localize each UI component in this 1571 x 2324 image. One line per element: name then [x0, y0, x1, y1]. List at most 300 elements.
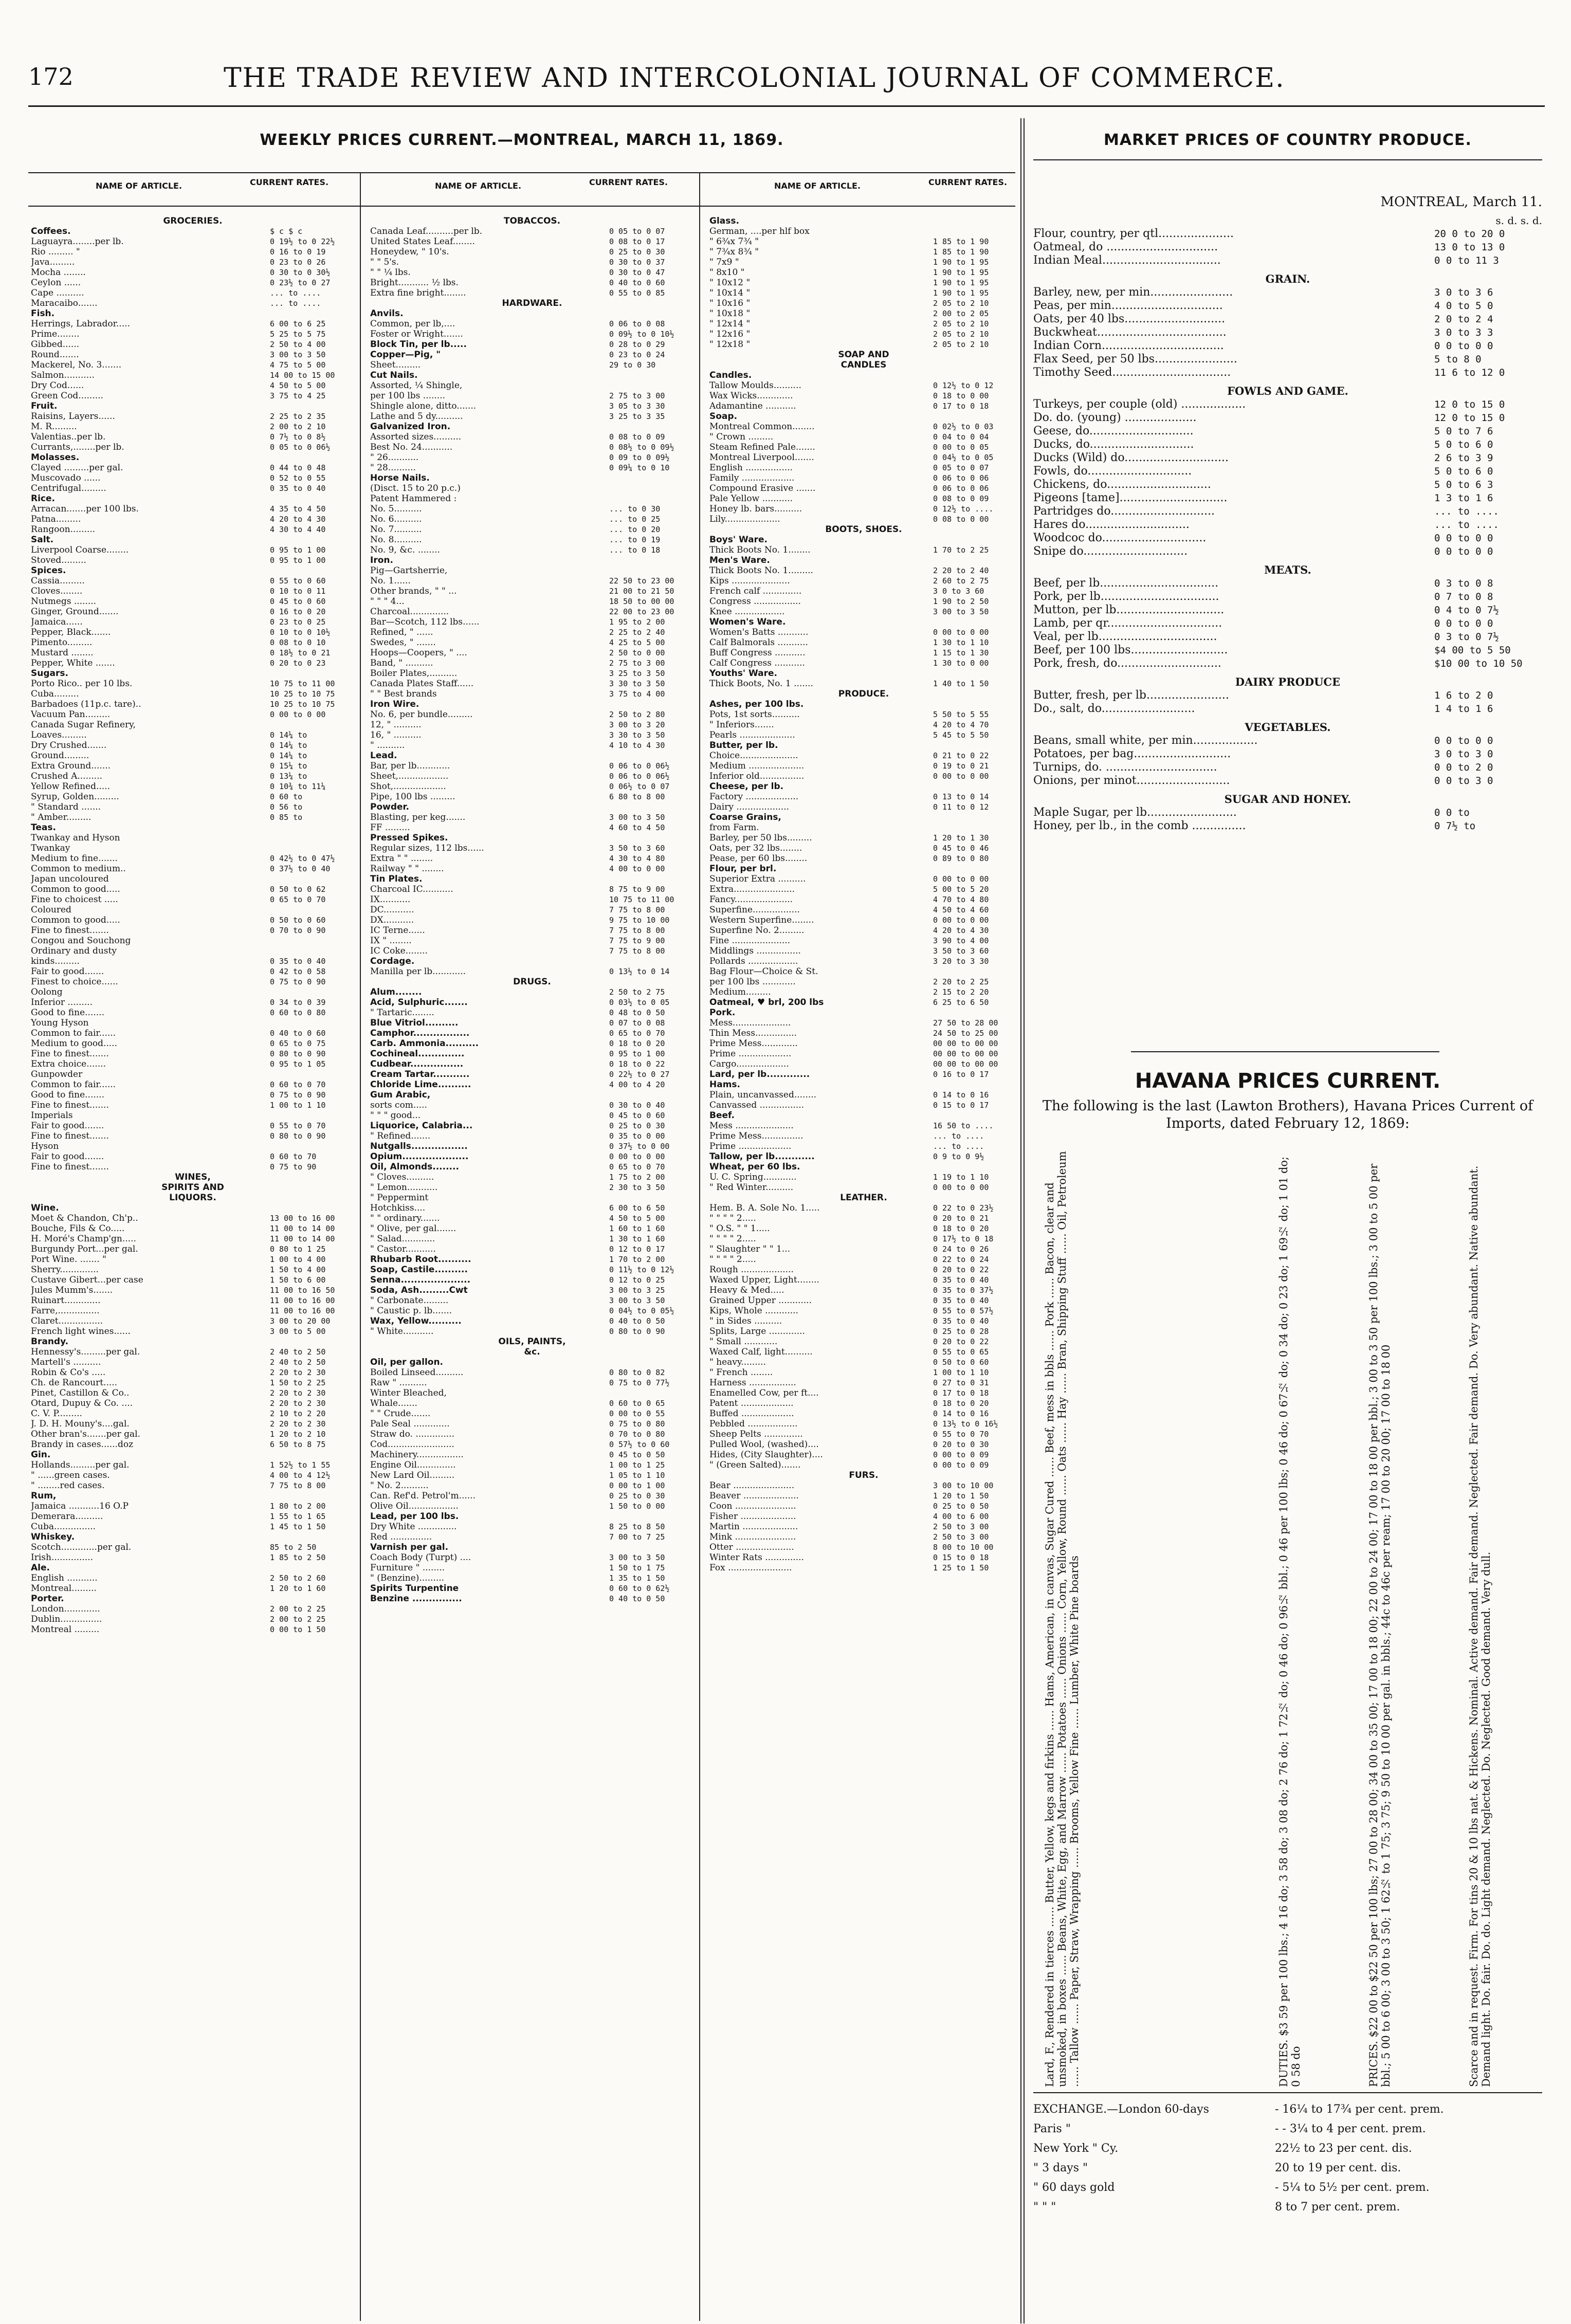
- price-row: [709, 565, 1018, 576]
- price-row: [370, 1501, 694, 1511]
- article-name: Pork, per lb.................................: [1033, 590, 1219, 603]
- price-row: [31, 1624, 355, 1635]
- article-name: Fine to finest.......: [31, 1131, 109, 1141]
- price-row: [709, 514, 1018, 524]
- article-rate: 0 16 to 0 17: [933, 1070, 989, 1079]
- article-rate: 1 05 to 1 10: [609, 1471, 665, 1480]
- article-name: Prime ...................: [709, 1141, 792, 1151]
- price-row: [370, 915, 694, 925]
- price-row: [1033, 657, 1542, 670]
- article-rate: 10 75 to 11 00: [609, 895, 674, 904]
- price-row: [709, 308, 1018, 319]
- article-rate: 0 0 to 0 0: [1434, 735, 1493, 746]
- havana-bottom-rule: [1033, 2092, 1542, 2093]
- article-group-heading: [31, 1594, 355, 1604]
- article-name: " O.S. " " 1.....: [709, 1223, 770, 1234]
- article-name: Imperials: [31, 1110, 73, 1121]
- article-name: Inferior old................: [709, 771, 805, 781]
- article-name: " 7x9 ": [709, 257, 739, 267]
- price-row: [31, 1408, 355, 1419]
- article-rate: 3 90 to 4 00: [933, 936, 989, 945]
- article-group-heading: [709, 617, 1018, 627]
- article-name: Oil, per gallon.: [370, 1357, 444, 1367]
- article-rate: 0 23 to 0 25: [270, 617, 326, 627]
- article-rate: [929, 370, 1018, 380]
- article-rate: 0 16 to 0 19: [270, 247, 326, 257]
- price-row: [1033, 518, 1542, 532]
- price-row: [709, 1244, 1018, 1254]
- price-row: [370, 771, 694, 781]
- price-row: [31, 329, 355, 339]
- price-row: [31, 1275, 355, 1285]
- article-name: Currants,........per lb.: [31, 442, 124, 452]
- article-name: Western Superfine........: [709, 915, 814, 925]
- article-name: Hares do.............................: [1033, 518, 1190, 531]
- market-category-heading: GRAIN.: [1265, 272, 1310, 285]
- article-name: Glass.: [709, 216, 739, 226]
- article-rate: 4 50 to 4 60: [933, 905, 989, 914]
- article-name: Port Wine. ....... ": [31, 1254, 106, 1265]
- article-name: Fine to finest.......: [31, 1162, 109, 1172]
- article-name: Blue Vitriol..........: [370, 1018, 459, 1028]
- price-row: [31, 1285, 355, 1295]
- article-name: Whiskey.: [31, 1532, 75, 1542]
- havana-table: [1044, 1146, 1537, 2087]
- article-rate: [266, 833, 355, 843]
- col2-divider: [699, 172, 700, 2321]
- price-row: [709, 247, 1018, 257]
- article-rate: 0 60 to 0 80: [270, 1008, 326, 1017]
- price-row: [31, 1090, 355, 1100]
- article-group-heading: [370, 1316, 694, 1326]
- price-row: [709, 925, 1018, 936]
- article-rate: 0 06½ to 0 07: [609, 782, 670, 791]
- article-rate: 0 06 to 0 06: [933, 484, 989, 493]
- price-row: [31, 1162, 355, 1172]
- article-rate: 0 08 to 0 10: [270, 638, 326, 647]
- article-rate: 2 05 to 2 10: [933, 340, 989, 349]
- price-row: [709, 1316, 1018, 1326]
- article-rate: 4 30 to 4 40: [270, 525, 326, 534]
- price-row: [370, 1439, 694, 1450]
- article-group-heading: [370, 555, 694, 565]
- article-name: Harness .................: [709, 1378, 796, 1388]
- article-rate: [605, 1090, 694, 1100]
- article-name: Montreal Common........: [709, 422, 815, 432]
- article-name: Oolong: [31, 987, 63, 997]
- article-group-heading: [370, 1049, 694, 1059]
- article-name: Coach Body (Turpt) ....: [370, 1552, 471, 1563]
- article-name: 12, " ..........: [370, 720, 422, 730]
- article-rate: 0 9 to 0 9½: [933, 1152, 984, 1161]
- market-category-rows: [1033, 398, 1542, 558]
- article-rate: 0 65 to 0 75: [270, 1039, 326, 1048]
- section-heading: [709, 350, 1018, 360]
- article-rate: 0 35 to 0 40: [270, 957, 326, 966]
- article-rate: 3 75 to 4 25: [270, 391, 326, 400]
- article-rate: 27 50 to 28 00: [933, 1018, 998, 1028]
- article-rate: 2 20 to 2 30: [270, 1368, 326, 1377]
- article-name: Stoved.........: [31, 555, 86, 565]
- article-name: Kips, Whole ............: [709, 1306, 798, 1316]
- article-rate: 0 09 to 0 09½: [609, 453, 670, 462]
- article-name: Rangoon.........: [31, 524, 96, 535]
- article-rate: 1 50 to 6 00: [270, 1275, 326, 1285]
- price-row: [31, 1347, 355, 1357]
- article-rate: 0 50 to 0 60: [270, 916, 326, 925]
- price-row: [370, 1213, 694, 1223]
- price-row: [31, 278, 355, 288]
- price-row: [31, 1079, 355, 1090]
- market-category-rows: [1033, 227, 1542, 267]
- price-row: [370, 586, 694, 596]
- article-name: Cudbear................: [370, 1059, 464, 1069]
- article-group-heading: [709, 555, 1018, 565]
- article-rate: 1 85 to 1 90: [933, 247, 989, 257]
- price-row: [1033, 478, 1542, 491]
- article-rate: 0 00 to 1 00: [609, 1481, 665, 1490]
- article-rate: 2 00 to 2 10: [270, 422, 326, 431]
- article-name: Maracaibo.......: [31, 298, 98, 308]
- price-row: [709, 1100, 1018, 1110]
- price-row: [370, 535, 694, 545]
- article-name: Soap, Castile..........: [370, 1265, 468, 1275]
- article-name: Canvassed ................: [709, 1100, 805, 1110]
- article-rate: 10 25 to 10 75: [270, 700, 335, 709]
- article-name: Oil, Almonds........: [370, 1162, 459, 1172]
- article-rate: 8 75 to 9 00: [609, 885, 665, 894]
- article-rate: 0 80 to 0 90: [609, 1327, 665, 1336]
- price-row: [370, 607, 694, 617]
- article-name: Salmon...........: [31, 370, 95, 380]
- article-name: Cassia.........: [31, 576, 85, 586]
- price-row: [370, 689, 694, 699]
- article-name: IX...........: [370, 894, 411, 905]
- article-name: Buckwheat....................................: [1033, 326, 1227, 339]
- price-row: [31, 1573, 355, 1583]
- price-row: [370, 442, 694, 452]
- article-rate: 1 40 to 1 50: [933, 679, 989, 688]
- article-rate: 6 80 to 8 00: [609, 792, 665, 801]
- price-row: [709, 1265, 1018, 1275]
- price-row: [370, 596, 694, 607]
- article-rate: 2 15 to 2 20: [933, 987, 989, 997]
- article-name: C. V. P.........: [31, 1408, 82, 1419]
- price-row: [31, 504, 355, 514]
- article-name: IC Coke........: [370, 946, 428, 956]
- article-group-heading: [370, 1542, 694, 1552]
- article-rate: ... to ....: [933, 1131, 984, 1141]
- article-group-heading: [370, 1254, 694, 1265]
- price-row: [1033, 241, 1542, 254]
- article-name: Common to fair......: [31, 1028, 116, 1038]
- article-name: Extra " " ........: [370, 853, 433, 864]
- price-row: [31, 1213, 355, 1223]
- article-rate: [266, 1491, 355, 1501]
- article-rate: 6 25 to 6 50: [933, 998, 989, 1007]
- article-group-heading: [31, 1337, 355, 1347]
- market-prices-title: MARKET PRICES OF COUNTRY PRODUCE.: [1104, 131, 1472, 149]
- price-row: [709, 987, 1018, 997]
- article-rate: 0 22 to 0 24: [933, 1255, 989, 1264]
- article-group-heading: [31, 1563, 355, 1573]
- article-name: Machinery.................: [370, 1450, 464, 1460]
- article-rate: 0 7 to 0 8: [1434, 591, 1493, 602]
- article-name: Pig—Gartsherrie,: [370, 565, 448, 576]
- article-name: Calf Congress ...........: [709, 658, 805, 668]
- article-rate: 11 00 to 16 00: [270, 1306, 335, 1315]
- page-number: 172: [28, 63, 74, 90]
- article-rate: 3 25 to 3 35: [609, 412, 665, 421]
- price-row: [31, 1583, 355, 1594]
- price-row: [370, 730, 694, 740]
- weekly-column-3: [709, 216, 1018, 1573]
- article-name: United States Leaf........: [370, 236, 475, 247]
- article-rate: 5 45 to 5 50: [933, 730, 989, 740]
- price-row: [31, 514, 355, 524]
- article-rate: 0 12 to 0 17: [609, 1245, 665, 1254]
- article-name: Rum,: [31, 1491, 57, 1501]
- section-heading: [370, 977, 694, 987]
- price-row: [31, 1131, 355, 1141]
- article-rate: 0 10 to 0 11: [270, 587, 326, 596]
- article-name: Patent Hammered :: [370, 493, 457, 504]
- article-name: Good to fine.......: [31, 1008, 104, 1018]
- article-name: Anvils.: [370, 308, 404, 319]
- price-row: [709, 1203, 1018, 1213]
- article-rate: 8 00 to 10 00: [933, 1543, 994, 1552]
- article-name: Wheat, per 60 lbs.: [709, 1162, 800, 1172]
- article-name: German, ....per hlf box: [709, 226, 810, 236]
- article-name: Porter.: [31, 1594, 64, 1604]
- price-row: [31, 1254, 355, 1265]
- price-row: [709, 1090, 1018, 1100]
- article-name: Engine Oil..............: [370, 1460, 456, 1470]
- price-row: [370, 257, 694, 267]
- article-group-heading: [31, 535, 355, 545]
- article-rate: [266, 535, 355, 545]
- article-group-heading: [370, 699, 694, 709]
- price-row: [709, 1018, 1018, 1028]
- article-rate: 0 80 to 0 82: [609, 1368, 665, 1377]
- article-rate: 6 00 to 6 25: [270, 319, 326, 328]
- article-group-heading: [370, 1090, 694, 1100]
- article-rate: 0 13½ to 0 14: [609, 967, 670, 976]
- article-group-heading: [709, 370, 1018, 380]
- article-rate: - 5¼ to 5½ per cent. prem.: [1275, 2181, 1430, 2194]
- article-rate: 00 00 to 00 00: [933, 1039, 998, 1048]
- article-name: " 26...........: [370, 452, 419, 463]
- article-rate: 1 90 to 2 50: [933, 597, 989, 606]
- price-row: [709, 956, 1018, 966]
- article-rate: 2 50 to 2 80: [609, 710, 665, 719]
- article-name: Tallow, per lb............: [709, 1151, 815, 1162]
- article-name: Youths' Ware.: [709, 668, 777, 679]
- article-name: Fox .......................: [709, 1563, 792, 1573]
- article-name: 16, " ..........: [370, 730, 422, 740]
- article-group-heading: [370, 308, 694, 319]
- article-rate: 14 00 to 15 00: [270, 371, 335, 380]
- article-rate: 0 3 to 0 7½: [1434, 631, 1499, 643]
- article-name: Geese, do.............................: [1033, 425, 1194, 437]
- article-rate: [266, 565, 355, 576]
- article-group-heading: [370, 1357, 694, 1367]
- col1-divider: [360, 172, 361, 2321]
- price-row: [370, 1172, 694, 1182]
- article-name: Bouche, Fils & Co.....: [31, 1223, 125, 1234]
- price-row: [31, 792, 355, 802]
- article-rate: [605, 699, 694, 709]
- price-row: [31, 1326, 355, 1337]
- article-rate: [605, 565, 694, 576]
- price-row: [709, 1131, 1018, 1141]
- article-rate: 4 50 to 5 00: [609, 1214, 665, 1223]
- article-name: " 10x18 ": [709, 308, 751, 319]
- article-name: Fine to choicest .....: [31, 894, 118, 905]
- article-name: " 12x18 ": [709, 339, 751, 350]
- article-rate: [266, 401, 355, 411]
- article-name: Thick Boots No. 1.........: [709, 565, 813, 576]
- article-name: Dublin...............: [31, 1614, 102, 1624]
- article-name: Senna.....................: [370, 1275, 471, 1285]
- article-name: H. Moré's Champ'gn.....: [31, 1234, 136, 1244]
- article-rate: 11 00 to 16 00: [270, 1296, 335, 1305]
- article-name: GROCERIES.: [163, 216, 223, 226]
- article-rate: ... to ....: [270, 288, 321, 298]
- article-name: Olive Oil..................: [370, 1501, 459, 1511]
- article-name: Boiler Plates,..........: [370, 668, 458, 679]
- article-rate: 3 75 to 4 00: [609, 689, 665, 699]
- price-row: [370, 319, 694, 329]
- price-row: [31, 1542, 355, 1552]
- section-heading: [709, 1193, 1018, 1203]
- havana-prices: PRICES. $22 00 to $22 50 per 100 lbs; 27 00 to 28 00; 34 00 to 35 00; 17 00 to 18 00; 22 00 to 24 00; 17 00 to 18 00 per bbl.; 3 00 to 3 50 per 100 lbs.; 3 00 to 5 00 per bbl.; 5 00 to 6 00; 3 00 to 3 50; 1 62½ to 1 75; 3 75; 9 50 to 10 00 per gal. in bbls.; 44c to 46c per ream; 17 00 to 20 00; 17 00 to 18 00: [1367, 1163, 1392, 2087]
- article-name: EXCHANGE.—London 60-days: [1033, 2103, 1209, 2116]
- article-name: Coloured: [31, 905, 71, 915]
- article-rate: 0 00 to 1 50: [270, 1625, 326, 1634]
- article-name: IX " ........: [370, 936, 412, 946]
- price-row: [709, 432, 1018, 442]
- price-row: [31, 298, 355, 308]
- article-group-heading: [370, 350, 694, 360]
- price-row: [31, 1141, 355, 1151]
- price-row: [709, 586, 1018, 596]
- article-rate: [929, 617, 1018, 627]
- price-row: [709, 442, 1018, 452]
- article-name: " 60 days gold: [1033, 2181, 1115, 2194]
- article-rate: 0 00 to 0 00: [933, 628, 989, 637]
- havana-top-rule: [1131, 1051, 1439, 1052]
- article-rate: 1 75 to 2 00: [609, 1173, 665, 1182]
- article-name: Gum Arabic,: [370, 1090, 431, 1100]
- price-row: [370, 792, 694, 802]
- article-rate: 3 00 to 3 25: [609, 1286, 665, 1295]
- section-heading: [31, 1172, 355, 1182]
- article-name: " No. 2..........: [370, 1480, 429, 1491]
- article-group-heading: [370, 1069, 694, 1079]
- price-row: [370, 1131, 694, 1141]
- price-row: [709, 627, 1018, 637]
- article-name: Carb. Ammonia..........: [370, 1038, 479, 1049]
- article-name: No. 7..........: [370, 524, 422, 535]
- price-row: [31, 1511, 355, 1522]
- article-rate: 0 20 to 0 22: [933, 1265, 989, 1274]
- article-name: " White...........: [370, 1326, 434, 1337]
- article-name: Indian Corn..................................: [1033, 339, 1224, 352]
- article-rate: 0 00 to 0 00: [933, 916, 989, 925]
- article-name: Splits, Large .............: [709, 1326, 805, 1337]
- article-rate: 5 0 to 7 6: [1434, 426, 1493, 437]
- article-name: Lard, per lb.............: [709, 1069, 810, 1079]
- article-name: Do. do. (young) ....................: [1033, 411, 1197, 424]
- price-row: [31, 1038, 355, 1049]
- article-name: Clayed .........per gal.: [31, 463, 123, 473]
- article-name: " 12x14 ": [709, 319, 751, 329]
- article-rate: 5 0 to 6 0: [1434, 466, 1493, 477]
- article-rate: 3 00 to 3 50: [609, 1553, 665, 1562]
- article-rate: 4 50 to 5 00: [270, 381, 326, 390]
- article-name: Fair to good.......: [31, 966, 104, 977]
- article-name: Mink ......................: [709, 1532, 796, 1542]
- price-row: [1033, 398, 1542, 411]
- article-rate: 0 09½ to 0 10½: [609, 330, 674, 339]
- article-name: Montreal Liverpool.......: [709, 452, 814, 463]
- price-row: [370, 1008, 694, 1018]
- article-rate: 0 95 to 1 00: [609, 1049, 665, 1058]
- price-row: [709, 637, 1018, 648]
- article-rate: 1 90 to 1 95: [933, 278, 989, 287]
- price-row: [370, 432, 694, 442]
- article-rate: 0 25 to 0 30: [609, 1121, 665, 1130]
- article-rate: 0 35 to 0 40: [933, 1296, 989, 1305]
- article-name: Cordage.: [370, 956, 415, 966]
- article-name: " " " " 2.....: [709, 1254, 756, 1265]
- article-rate: 0 65 to 0 70: [270, 895, 326, 904]
- article-name: " French ........: [709, 1367, 773, 1378]
- article-name: Honeydew, " 10's.: [370, 247, 449, 257]
- article-name: Tallow Moulds..........: [709, 380, 801, 391]
- article-rate: 3 50 to 3 60: [609, 844, 665, 853]
- price-row: [31, 709, 355, 720]
- article-group-heading: [370, 422, 694, 432]
- article-name: Claret................: [31, 1316, 103, 1326]
- article-name: " " Best brands: [370, 689, 437, 699]
- price-row: [31, 432, 355, 442]
- article-name: Demerara..........: [31, 1511, 103, 1522]
- article-name: No. 5..........: [370, 504, 422, 514]
- article-name: Nutmegs ........: [31, 596, 97, 607]
- article-rate: 1 00 to 1 10: [933, 1368, 989, 1377]
- price-row: [1033, 2198, 1542, 2217]
- article-name: Prime ...................: [709, 1049, 792, 1059]
- article-group-heading: [31, 308, 355, 319]
- article-name: Bright........... ½ lbs.: [370, 278, 459, 288]
- article-rate: 0 04½ to 0 05½: [609, 1306, 674, 1315]
- article-rate: 3 00 to 3 50: [609, 1296, 665, 1305]
- article-name: Flour, per brl.: [709, 864, 777, 874]
- article-rate: 1 50 to 0 00: [609, 1502, 665, 1511]
- col2-rates-header: CURRENT RATES.: [589, 177, 668, 187]
- section-heading: [370, 298, 694, 308]
- article-rate: 0 08 to 0 09: [609, 432, 665, 442]
- article-name: Buffed ...................: [709, 1408, 794, 1419]
- price-row: [709, 1306, 1018, 1316]
- price-row: [31, 1419, 355, 1429]
- article-name: Fine to finest.......: [31, 1100, 109, 1110]
- article-rate: 0 17 to 0 18: [933, 401, 989, 411]
- price-row: [709, 452, 1018, 463]
- article-rate: 1 4 to 1 6: [1434, 703, 1493, 715]
